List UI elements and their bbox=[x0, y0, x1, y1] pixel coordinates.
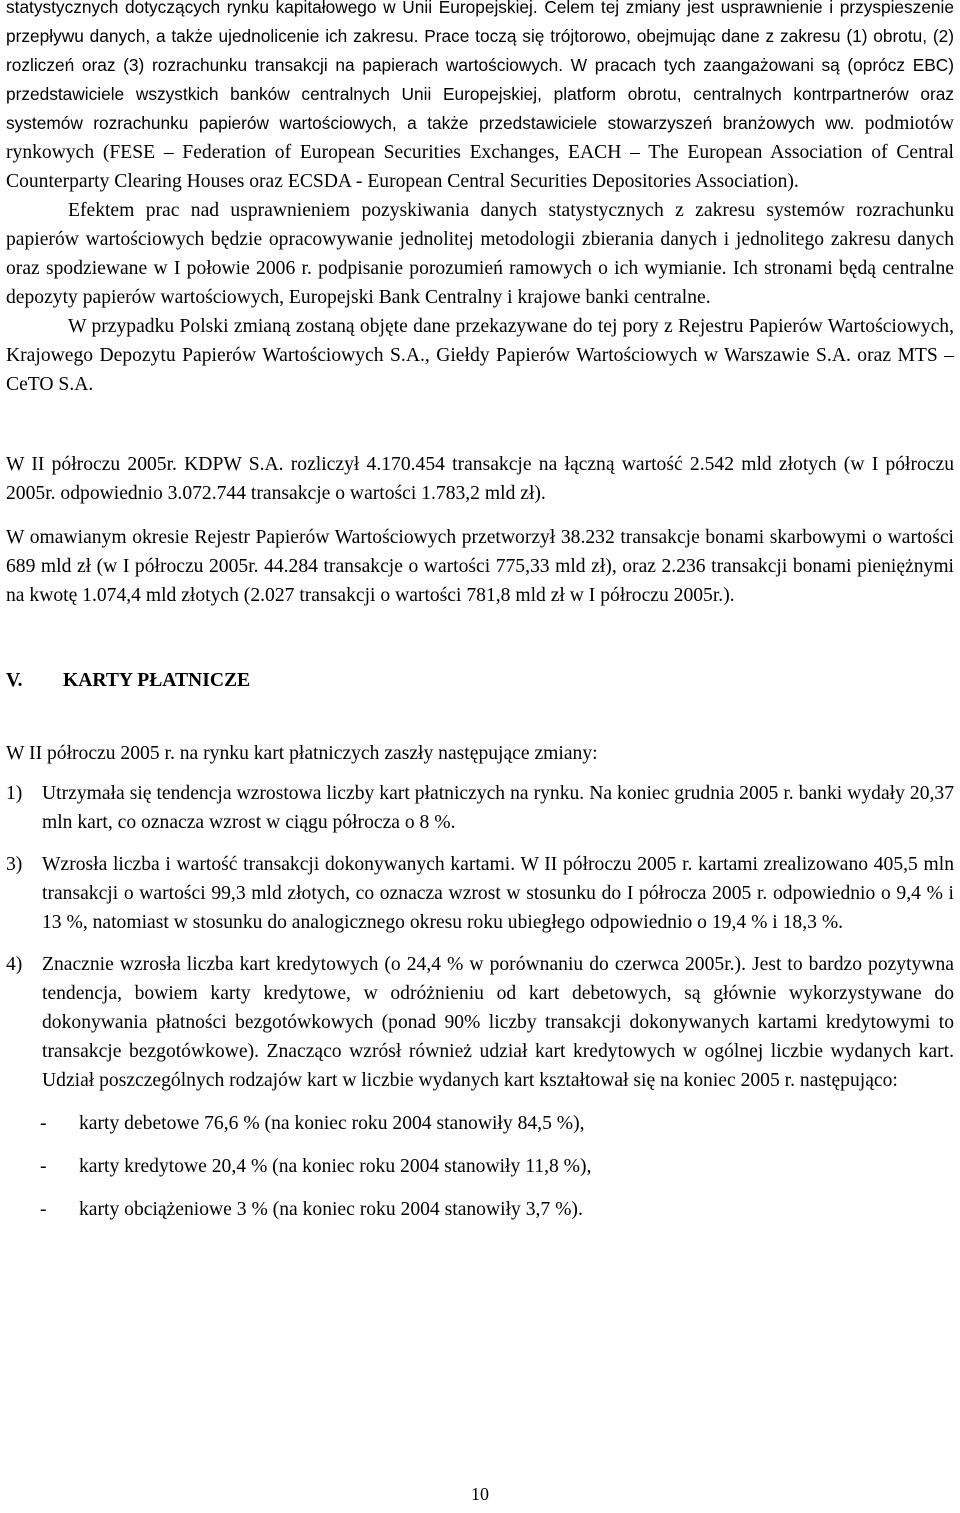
document-page bbox=[6, 0, 954, 1238]
section-number: V. bbox=[6, 670, 23, 691]
card-share-text: karty debetowe 76,6 % (na koniec roku 2004 stanowiły 84,5 %), bbox=[79, 1113, 585, 1134]
list-item bbox=[6, 950, 954, 1095]
card-share-text: karty kredytowe 20,4 % (na koniec roku 2004 stanowiły 11,8 %), bbox=[79, 1156, 592, 1177]
card-shares-list bbox=[6, 1109, 954, 1224]
list-item-marker: 4) bbox=[6, 954, 23, 975]
section-title: KARTY PŁATNICZE bbox=[63, 670, 251, 691]
paragraph-kdpw: W II półroczu 2005r. KDPW S.A. rozliczył 4.170.454 transakcje na łączną wartość 2.542 mld złotych (w I półroczu 2005r. odpowiednio 3.072.744 transakcje o wartości 1.783,2 mld zł). bbox=[6, 454, 954, 504]
paragraph-methodology-part1: Efektem prac nad usprawnieniem pozyskiwania danych statystycznych z zakresu systemów rozrachunku papierów wartościowych będzie opracowywanie jednolitej metodologii zbierania danych i jednolitego zakresu danych oraz spodziewane w I połowie 2006 r. podpisanie porozumień ramowych o ich wymianie. bbox=[6, 200, 954, 279]
list-item-marker: 1) bbox=[6, 783, 23, 804]
list-item-text: Utrzymała się tendencja wzrostowa liczby kart płatniczych na rynku. Na koniec grudnia 2005 r. banki wydały 20,37 mln kart, co oznacza wzrost w ciągu półrocza o 8 %. bbox=[42, 783, 954, 833]
section-intro: W II półroczu 2005 r. na rynku kart płatniczych zaszły następujące zmiany: bbox=[6, 743, 598, 764]
section-heading bbox=[6, 666, 954, 695]
dash-marker: - bbox=[40, 1199, 47, 1220]
list-item bbox=[6, 779, 954, 837]
changes-list bbox=[6, 779, 954, 1095]
dash-marker: - bbox=[40, 1113, 47, 1134]
dash-marker: - bbox=[40, 1156, 47, 1177]
paragraph-data-reform-part3: podmiotów rynkowych (FESE – Federation of European Securities Exchanges, EACH – The European Association of Central Counterparty Clearing Houses oraz ECSDA - European Central Securities Depositories Association). bbox=[6, 113, 954, 192]
list-item bbox=[6, 1152, 954, 1181]
paragraph-data-reform-part1: statystycznych dotyczących rynku kapitałowego w Unii Europejskiej. Celem tej zmiany jest usprawnienie i przyspieszenie przepływu danych, a także ujednolicenie ich zakresu. Prace toczą się trójtorowo, obejmując dane z zakresu (1) obrotu, (2) rozliczeń oraz (3) rozrachunku transakcji na papierach wartościowych. bbox=[6, 0, 954, 75]
list-item-text: Znacznie wzrosła liczba kart kredytowych (o 24,4 % w porównaniu do czerwca 2005r.). Jest to bardzo pozytywna tendencja, bowiem karty kredytowe, w odróżnieniu od kart debetowych, są głównie wykorzystywane do dokonywania płatności bezgotówkowych (ponad 90% liczby transakcji dokonywanych kartami kredytowymi to transakcje bezgotówkowe). Znacząco wzrósł również udział kart kredytowych w ogólnej liczbie wydanych kart. Udział poszczególnych rodzajów kart w liczbie wydanych kart kształtował się na koniec 2005 r. następująco: bbox=[42, 954, 954, 1091]
list-item bbox=[6, 1109, 954, 1138]
paragraph-methodology bbox=[6, 196, 954, 312]
paragraph-methodology-part2: Ich stronami będą centralne depozyty papierów wartościowych, Europejski Bank Centralny i krajowe banki centralne. bbox=[6, 258, 955, 308]
page-number: 10 bbox=[471, 1484, 489, 1504]
card-share-text: karty obciążeniowe 3 % (na koniec roku 2004 stanowiły 3,7 %). bbox=[79, 1199, 583, 1220]
list-item-marker: 3) bbox=[6, 854, 23, 875]
list-item-text: Wzrosła liczba i wartość transakcji dokonywanych kartami. W II półroczu 2005 r. kartami zrealizowano 405,5 mln transakcji o wartości 99,3 mld złotych, co oznacza wzrost w stosunku do I półrocza 2005 r. odpowiednio o 9,4 % i 13 %, natomiast w stosunku do analogicznego okresu roku ubiegłego odpowiednio o 19,4 % i 18,3 %. bbox=[42, 854, 954, 933]
list-item bbox=[6, 850, 954, 937]
paragraph-data-reform-part2: W pracach tych zaangażowani są (oprócz EBC) przedstawiciele wszystkich banków centralnych Unii Europejskiej, platform obrotu, centralnych kontrpartnerów oraz systemów rozrachunku papierów wartościowych, a także przedstawiciele stowarzyszeń branżowych ww. bbox=[6, 55, 954, 133]
paragraph-poland: W przypadku Polski zmianą zostaną objęte dane przekazywane do tej pory z Rejestru Papierów Wartościowych, Krajowego Depozytu Papierów Wartościowych S.A., Giełdy Papierów Wartościowych w Warszawie S.A. oraz MTS – CeTO S.A. bbox=[6, 316, 954, 395]
paragraph-register: W omawianym okresie Rejestr Papierów Wartościowych przetworzył 38.232 transakcje bonami skarbowymi o wartości 689 mld zł (w I półroczu 2005r. 44.284 transakcje o wartości 775,33 mld zł), oraz 2.236 transakcji bonami pieniężnymi na kwotę 1.074,4 mld złotych (2.027 transakcji o wartości 781,8 mld zł w I półroczu 2005r.). bbox=[6, 527, 954, 606]
paragraph-data-reform bbox=[6, 0, 954, 196]
list-item bbox=[6, 1195, 954, 1224]
